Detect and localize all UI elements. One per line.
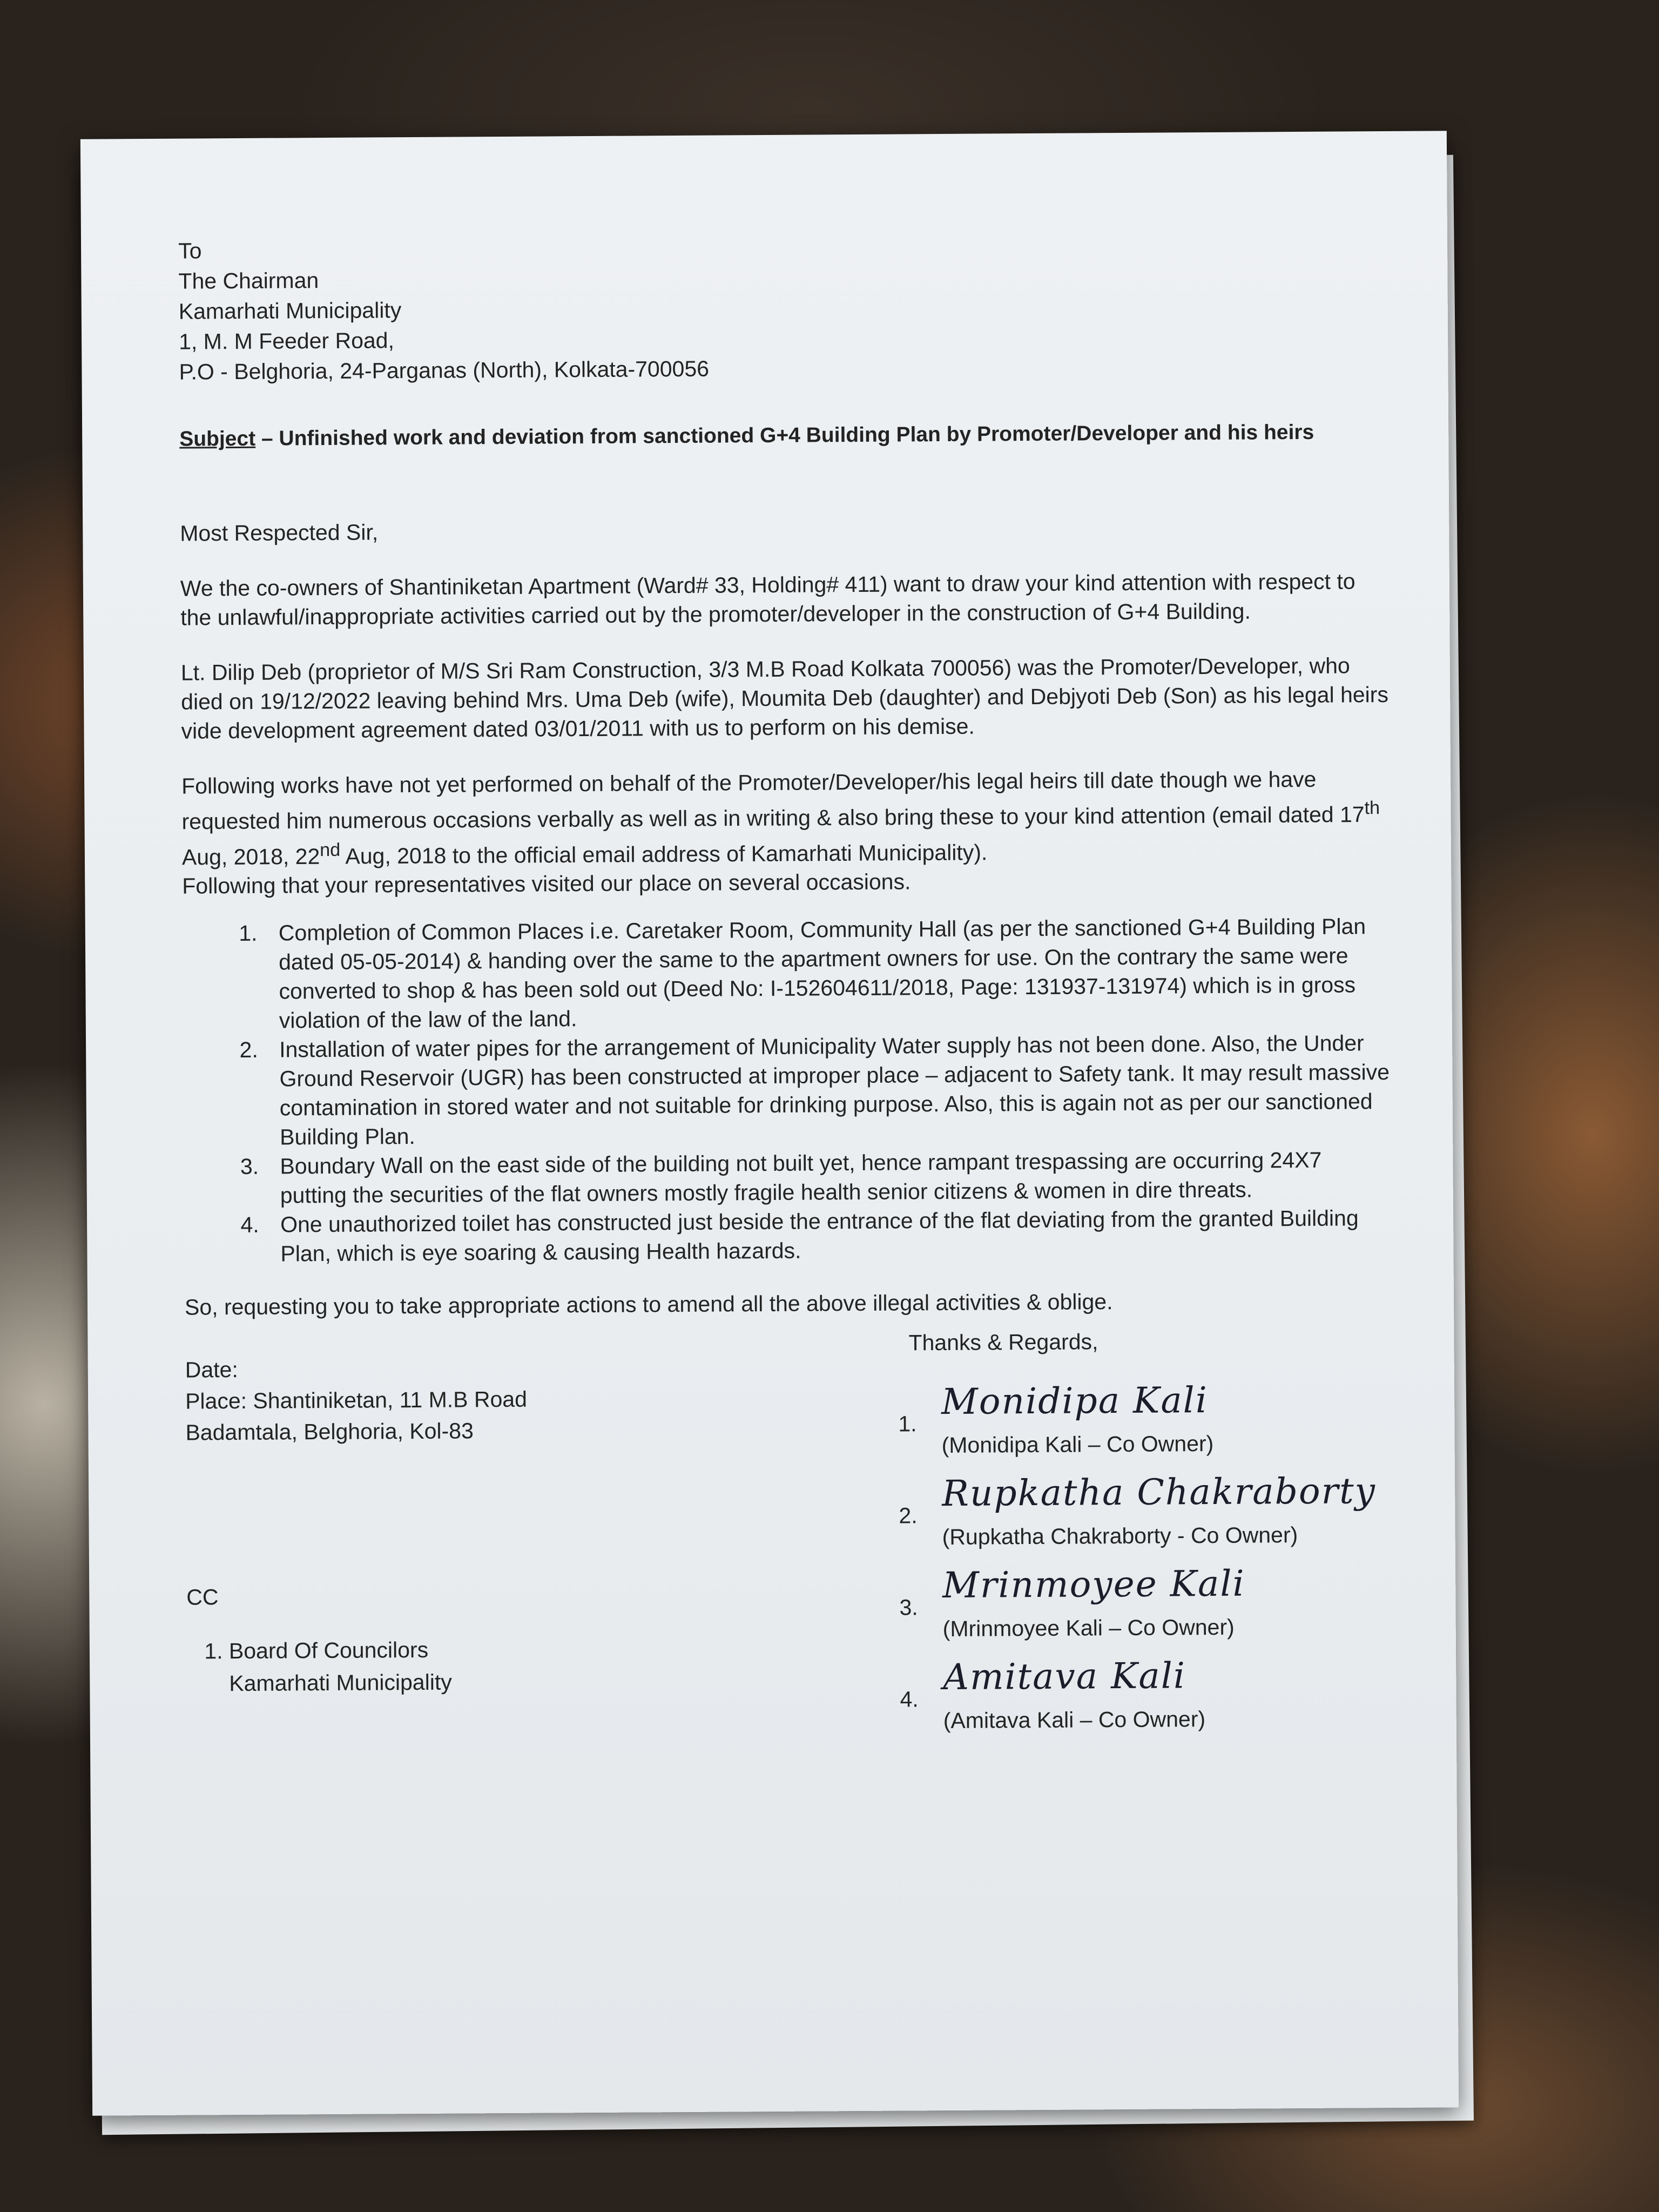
- works-text-1: Following works have not yet performed on behalf of the Promoter/Developer/his legal heirs till date though we have requested him numerous occasions verbally as well as in writing & also bring these to your kind attention (email dated 17: [181, 766, 1365, 834]
- subject-label: Subject: [179, 427, 256, 451]
- recipient-title: The Chairman: [178, 268, 319, 294]
- recipient-address-line1: 1, M. M Feeder Road,: [178, 328, 395, 354]
- thanks-regards: Thanks & Regards,: [908, 1329, 1098, 1355]
- signature-1: Monidipa Kali: [941, 1379, 1209, 1423]
- signatory-name: (Mrinmoyee Kali – Co Owner): [942, 1615, 1235, 1642]
- cc-item-line2: Kamarhati Municipality: [229, 1669, 452, 1696]
- recipient-to: To: [178, 238, 202, 264]
- recipient-address-line2: P.O - Belghoria, 24-Parganas (North), Kolkata-700056: [179, 356, 710, 385]
- letter-content: [178, 228, 1398, 1819]
- signatory-name: (Rupkatha Chakraborty - Co Owner): [942, 1522, 1298, 1550]
- salutation: Most Respected Sir,: [180, 520, 379, 546]
- signature-4: Amitava Kali: [943, 1655, 1186, 1698]
- signatory-number: 2.: [899, 1503, 918, 1528]
- recipient-organization: Kamarhati Municipality: [178, 298, 402, 324]
- works-text-3: Aug, 2018 to the official email address of Kamarhati Municipality).: [340, 839, 988, 869]
- cc-list: [187, 1634, 452, 1700]
- signatory-name: (Monidipa Kali – Co Owner): [941, 1431, 1214, 1458]
- works-sup-2: nd: [320, 839, 341, 860]
- cc-item-line1: Board Of Councilors: [228, 1637, 429, 1664]
- recipient-address: [178, 228, 1389, 387]
- letter-footer: [185, 1325, 1397, 1819]
- closing-request: So, requesting you to take appropriate actions to amend all the above illegal activities & oblige.: [184, 1289, 1113, 1320]
- works-text-2: Aug, 2018, 22: [181, 844, 320, 869]
- signature-3: Mrinmoyee Kali: [942, 1562, 1245, 1607]
- letter-page: [80, 131, 1459, 2115]
- paragraph-works: [181, 764, 1392, 901]
- signature-2: Rupkatha Chakraborty: [941, 1470, 1377, 1515]
- paragraph-developer: Lt. Dilip Deb (proprietor of M/S Sri Ram Construction, 3/3 M.B Road Kolkata 700056) was the Promoter/Developer, who died on 19/12/2022 leaving behind Mrs. Uma Deb (wife), Moumita Deb (daughter) and Debjyoti Deb (Son) as his legal heirs vide development agreement dated 03/01/2011 with us to perform on his demise.: [180, 653, 1388, 744]
- cc-label: CC: [186, 1584, 219, 1610]
- works-text-4: Following that your representatives visited our place on several occasions.: [182, 869, 911, 899]
- subject-line: [179, 417, 1389, 454]
- cc-block: [186, 1580, 452, 1700]
- cc-item: [229, 1634, 452, 1700]
- paragraph-intro: We the co-owners of Shantiniketan Apartment (Ward# 33, Holding# 411) want to draw your kind attention with respect to the unlawful/inappropriate activities carried out by the promoter/developer in the construction of G+4 Building.: [180, 569, 1355, 630]
- works-sup-1: th: [1364, 798, 1380, 819]
- issue-item: 3. Boundary Wall on the east side of the building not built yet, hence rampant trespassing are occurring 24X7 putting the securities of the flat owners mostly fragile health senior citizens & women in dire threats.: [265, 1145, 1394, 1210]
- issue-item: 1. Completion of Common Places i.e. Caretaker Room, Community Hall (as per the sanctioned G+4 Building Plan dated 05-05-2014) & handing over the same to the apartment owners for use. On the contrary the same were converted to shop & has been sold out (Deed No: I-152604611/2018, Page: 131937-131974) which is in gross violation of the law of the land.: [264, 912, 1393, 1035]
- place-line2: Badamtala, Belghoria, Kol-83: [185, 1418, 474, 1445]
- subject-text: – Unfinished work and deviation from sanctioned G+4 Building Plan by Promoter/Developer and his heirs: [255, 420, 1314, 450]
- issue-item: 2. Installation of water pipes for the arrangement of Municipality Water supply has not been done. Also, the Under Ground Reservoir (UGR) has been constructed at improper place – adjacent to Safety tank. It may result massive contamination in stored water and not suitable for drinking purpose. Also, this is again not as per our sanctioned Building Plan.: [264, 1028, 1393, 1152]
- date-place-block: [185, 1352, 528, 1448]
- signatory-name: (Amitava Kali – Co Owner): [943, 1707, 1206, 1734]
- signatory-number: 4.: [900, 1687, 919, 1712]
- signatory-number: 1.: [898, 1411, 917, 1437]
- issues-list: [183, 912, 1394, 1269]
- issue-item: 4. One unauthorized toilet has constructed just beside the entrance of the flat deviating from the granted Building Plan, which is eye soaring & causing Health hazards.: [265, 1203, 1394, 1269]
- signatures-block: [898, 1325, 1394, 1734]
- date-label: Date:: [185, 1357, 238, 1382]
- place-line1: Place: Shantiniketan, 11 M.B Road: [185, 1387, 528, 1414]
- signatory-number: 3.: [899, 1595, 918, 1620]
